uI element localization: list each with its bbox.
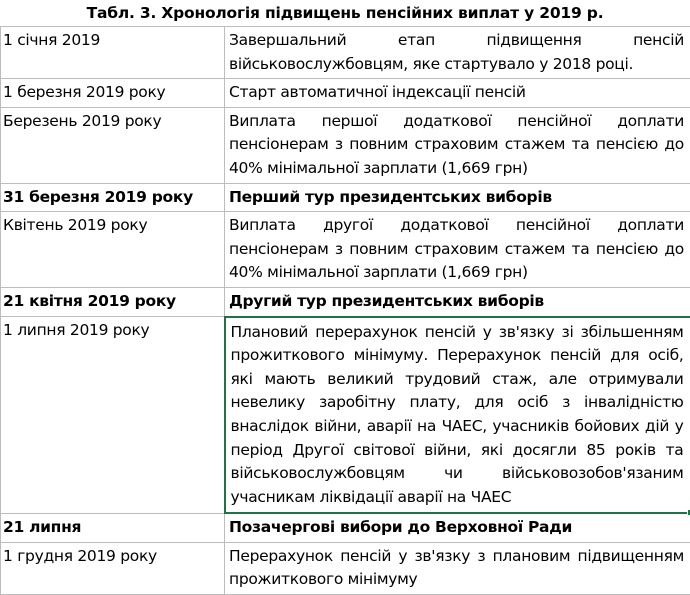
event-cell-text: Плановий перерахунок пенсій у зв'язку зі збільшенням прожиткового мінімуму. Перерахунок пенсій для осіб, які мають великий трудовий стаж, але отримували невелику заробітну плату, для осіб з інвалідністю внаслідок війни, аварії на ЧАЕС, учасників бойових дій у період Другої світової війни, які досягли 85 років та військовослужбовцям чи військовозобов'язаним учасникам ліквідації аварії на ЧАЕС: [231, 323, 684, 506]
table-caption: Табл. 3. Хронологія підвищень пенсійних виплат у 2019 р.: [0, 0, 690, 26]
table-row: [1, 27, 690, 79]
date-cell[interactable]: 21 квітня 2019 року: [1, 287, 225, 316]
date-cell[interactable]: Квітень 2019 року: [1, 212, 225, 288]
event-cell[interactable]: Виплата другої додаткової пенсійної доплати пенсіонерам з повним страховим стажем та пенсією до 40% мінімальної зарплати (1,669 грн): [225, 212, 690, 288]
table-row: [1, 542, 690, 594]
table-row: [1, 212, 690, 288]
date-cell[interactable]: 1 грудня 2019 року: [1, 542, 225, 594]
date-cell[interactable]: 1 березня 2019 року: [1, 79, 225, 108]
date-cell[interactable]: 1 січня 2019: [1, 27, 225, 79]
table-row: [1, 107, 690, 183]
fill-handle[interactable]: [687, 509, 690, 516]
date-cell[interactable]: 21 липня: [1, 513, 225, 542]
event-cell[interactable]: Другий тур президентських виборів: [225, 287, 690, 316]
selected-event-cell[interactable]: [225, 317, 690, 514]
date-cell[interactable]: 31 березня 2019 року: [1, 183, 225, 212]
event-cell[interactable]: Перший тур президентських виборів: [225, 183, 690, 212]
date-cell[interactable]: 1 липня 2019 року: [1, 317, 225, 514]
table-row: [1, 317, 690, 514]
table-row-election: [1, 183, 690, 212]
date-cell[interactable]: Березень 2019 року: [1, 107, 225, 183]
table-row: [1, 79, 690, 108]
event-cell[interactable]: Старт автоматичної індексації пенсій: [225, 79, 690, 108]
event-cell[interactable]: Перерахунок пенсій у зв'язку з плановим підвищенням прожиткового мінімуму: [225, 542, 690, 594]
event-cell[interactable]: Завершальний етап підвищення пенсій військовослужбовцям, яке стартувало у 2018 році.: [225, 27, 690, 79]
table-row-election: [1, 513, 690, 542]
table-row-election: [1, 287, 690, 316]
event-cell[interactable]: Виплата першої додаткової пенсійної доплати пенсіонерам з повним страховим стажем та пенсією до 40% мінімальної зарплати (1,669 грн): [225, 107, 690, 183]
pension-chronology-table: [0, 26, 690, 595]
event-cell[interactable]: Позачергові вибори до Верховної Ради: [225, 513, 690, 542]
